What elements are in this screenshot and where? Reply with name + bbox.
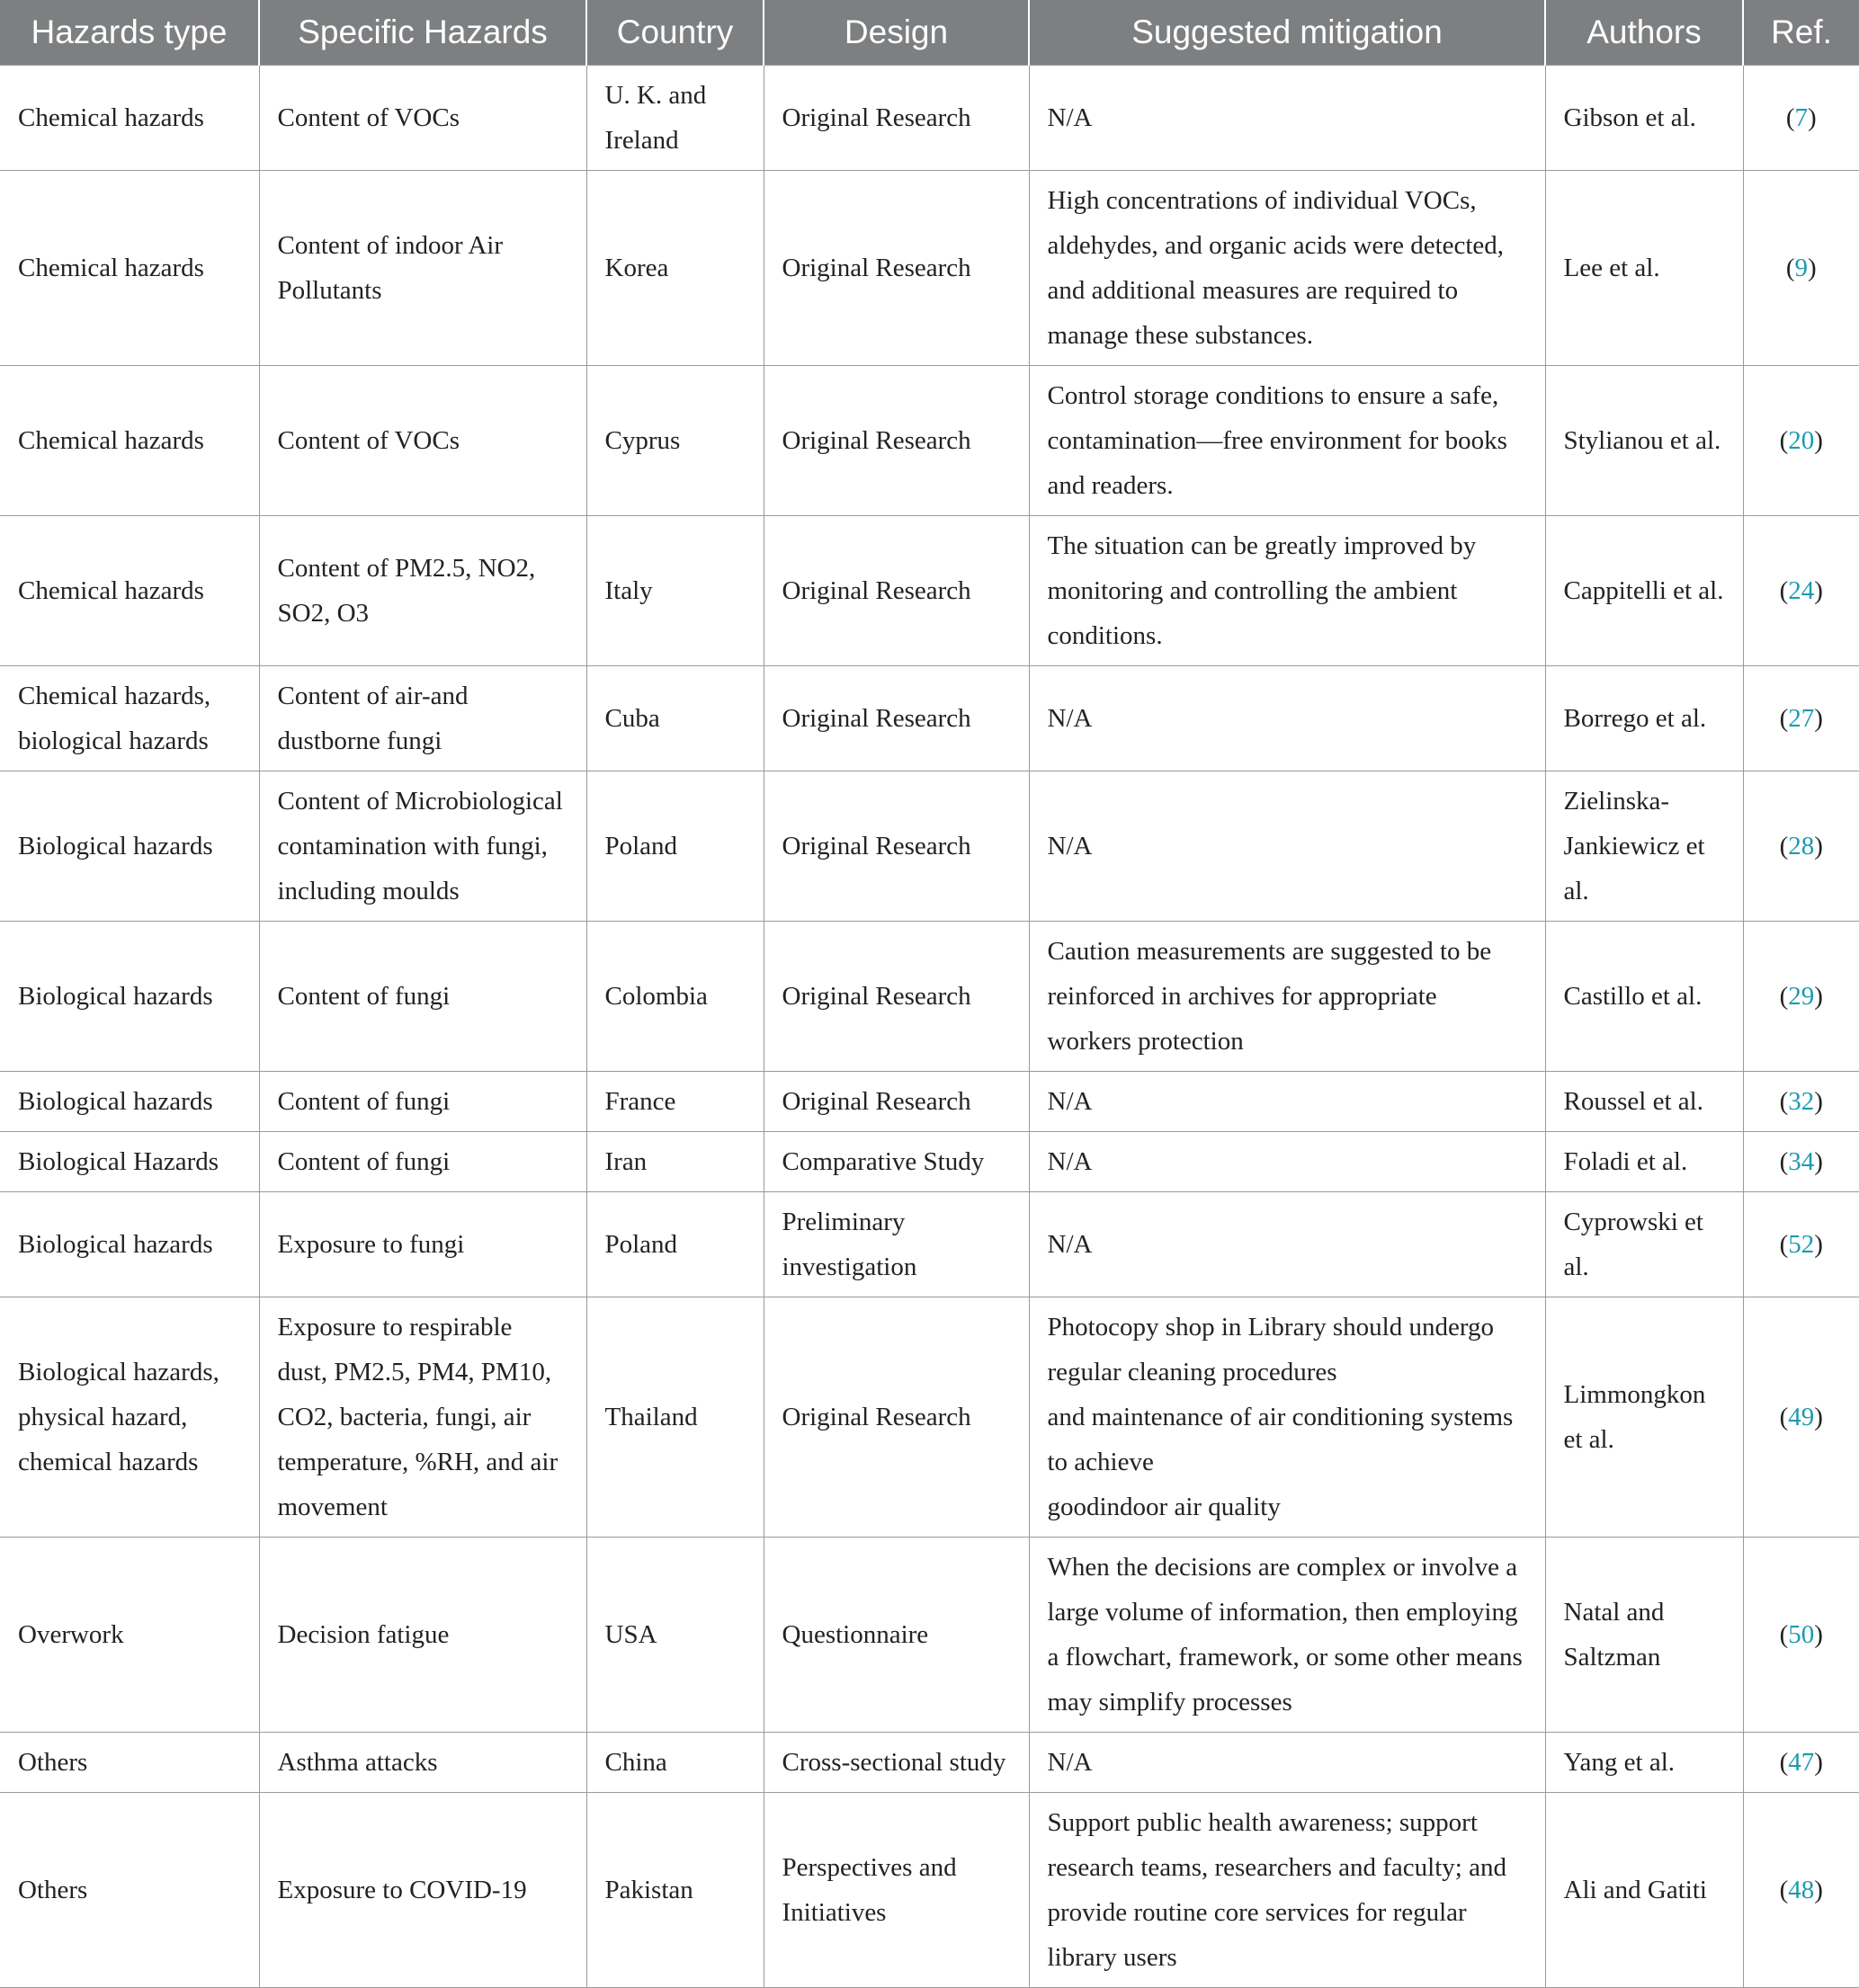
cell-suggested-mitigation: Control storage conditions to ensure a safe, contamination—free environment for books and readers. bbox=[1029, 366, 1545, 516]
cell-ref: (27) bbox=[1743, 666, 1859, 771]
reference-link[interactable]: 49 bbox=[1788, 1403, 1815, 1431]
cell-suggested-mitigation: When the decisions are complex or involve a large volume of information, then employing a flowchart, framework, or some other means may simplify processes bbox=[1029, 1538, 1545, 1733]
cell-specific-hazards: Exposure to fungi bbox=[259, 1192, 586, 1297]
cell-country: Cyprus bbox=[586, 366, 764, 516]
cell-hazards-type: Chemical hazards bbox=[0, 516, 259, 666]
cell-specific-hazards: Content of fungi bbox=[259, 1072, 586, 1132]
cell-design: Original Research bbox=[764, 1297, 1029, 1538]
cell-country: Korea bbox=[586, 171, 764, 366]
cell-design: Original Research bbox=[764, 516, 1029, 666]
cell-authors: Ali and Gatiti bbox=[1545, 1793, 1743, 1988]
table-row bbox=[0, 1132, 1859, 1192]
table-row bbox=[0, 66, 1859, 171]
table-row bbox=[0, 1192, 1859, 1297]
cell-ref: (34) bbox=[1743, 1132, 1859, 1192]
cell-specific-hazards: Asthma attacks bbox=[259, 1733, 586, 1793]
cell-ref: (49) bbox=[1743, 1297, 1859, 1538]
cell-suggested-mitigation: High concentrations of individual VOCs, aldehydes, and organic acids were detected, and additional measures are required to manage these substances. bbox=[1029, 171, 1545, 366]
reference-link[interactable]: 28 bbox=[1788, 832, 1815, 860]
cell-specific-hazards: Content of indoor Air Pollutants bbox=[259, 171, 586, 366]
header-ref: Ref. bbox=[1743, 0, 1859, 66]
cell-specific-hazards: Content of VOCs bbox=[259, 366, 586, 516]
cell-hazards-type: Others bbox=[0, 1733, 259, 1793]
cell-suggested-mitigation: N/A bbox=[1029, 1192, 1545, 1297]
table-row bbox=[0, 1538, 1859, 1733]
cell-hazards-type: Chemical hazards bbox=[0, 171, 259, 366]
cell-hazards-type: Biological hazards bbox=[0, 1192, 259, 1297]
cell-ref: (47) bbox=[1743, 1733, 1859, 1793]
cell-design: Original Research bbox=[764, 171, 1029, 366]
cell-hazards-type: Biological hazards bbox=[0, 922, 259, 1072]
cell-country: France bbox=[586, 1072, 764, 1132]
cell-authors: Natal and Saltzman bbox=[1545, 1538, 1743, 1733]
cell-ref: (50) bbox=[1743, 1538, 1859, 1733]
cell-ref: (9) bbox=[1743, 171, 1859, 366]
cell-authors: Zielinska-Jankiewicz et al. bbox=[1545, 771, 1743, 922]
cell-specific-hazards: Content of Microbiological contamination with fungi, including moulds bbox=[259, 771, 586, 922]
table-row bbox=[0, 1072, 1859, 1132]
cell-suggested-mitigation: N/A bbox=[1029, 66, 1545, 171]
header-country: Country bbox=[586, 0, 764, 66]
cell-authors: Cappitelli et al. bbox=[1545, 516, 1743, 666]
reference-link[interactable]: 20 bbox=[1788, 426, 1815, 455]
cell-suggested-mitigation: Support public health awareness; support research teams, researchers and faculty; and provide routine core services for regular library users bbox=[1029, 1793, 1545, 1988]
cell-country: Cuba bbox=[586, 666, 764, 771]
cell-authors: Borrego et al. bbox=[1545, 666, 1743, 771]
reference-link[interactable]: 7 bbox=[1794, 103, 1808, 132]
cell-specific-hazards: Exposure to COVID-19 bbox=[259, 1793, 586, 1988]
cell-authors: Lee et al. bbox=[1545, 171, 1743, 366]
cell-hazards-type: Chemical hazards bbox=[0, 66, 259, 171]
cell-authors: Limmongkon et al. bbox=[1545, 1297, 1743, 1538]
cell-specific-hazards: Content of fungi bbox=[259, 1132, 586, 1192]
cell-design: Original Research bbox=[764, 1072, 1029, 1132]
header-specific-hazards: Specific Hazards bbox=[259, 0, 586, 66]
cell-country: Poland bbox=[586, 771, 764, 922]
cell-hazards-type: Biological hazards bbox=[0, 771, 259, 922]
cell-design: Cross-sectional study bbox=[764, 1733, 1029, 1793]
cell-design: Questionnaire bbox=[764, 1538, 1029, 1733]
header-hazards-type: Hazards type bbox=[0, 0, 259, 66]
cell-hazards-type: Overwork bbox=[0, 1538, 259, 1733]
cell-hazards-type: Biological Hazards bbox=[0, 1132, 259, 1192]
reference-link[interactable]: 32 bbox=[1788, 1087, 1815, 1116]
table-row bbox=[0, 1793, 1859, 1988]
reference-link[interactable]: 47 bbox=[1788, 1748, 1815, 1777]
cell-ref: (24) bbox=[1743, 516, 1859, 666]
cell-ref: (32) bbox=[1743, 1072, 1859, 1132]
cell-authors: Roussel et al. bbox=[1545, 1072, 1743, 1132]
cell-design: Preliminary investigation bbox=[764, 1192, 1029, 1297]
cell-suggested-mitigation: N/A bbox=[1029, 771, 1545, 922]
cell-country: China bbox=[586, 1733, 764, 1793]
cell-hazards-type: Biological hazards bbox=[0, 1072, 259, 1132]
table-row bbox=[0, 922, 1859, 1072]
cell-specific-hazards: Decision fatigue bbox=[259, 1538, 586, 1733]
cell-design: Original Research bbox=[764, 771, 1029, 922]
table-row bbox=[0, 516, 1859, 666]
table-row bbox=[0, 1733, 1859, 1793]
table-body bbox=[0, 66, 1859, 1988]
cell-authors: Cyprowski et al. bbox=[1545, 1192, 1743, 1297]
cell-design: Perspectives and Initiatives bbox=[764, 1793, 1029, 1988]
cell-ref: (52) bbox=[1743, 1192, 1859, 1297]
cell-design: Original Research bbox=[764, 366, 1029, 516]
cell-country: Poland bbox=[586, 1192, 764, 1297]
header-suggested-mitigation: Suggested mitigation bbox=[1029, 0, 1545, 66]
cell-ref: (20) bbox=[1743, 366, 1859, 516]
cell-suggested-mitigation: N/A bbox=[1029, 1072, 1545, 1132]
reference-link[interactable]: 50 bbox=[1788, 1620, 1815, 1649]
cell-specific-hazards: Content of air-and dustborne fungi bbox=[259, 666, 586, 771]
cell-country: Iran bbox=[586, 1132, 764, 1192]
table-row bbox=[0, 366, 1859, 516]
cell-ref: (7) bbox=[1743, 66, 1859, 171]
cell-authors: Foladi et al. bbox=[1545, 1132, 1743, 1192]
cell-authors: Yang et al. bbox=[1545, 1733, 1743, 1793]
cell-hazards-type: Chemical hazards, biological hazards bbox=[0, 666, 259, 771]
cell-specific-hazards: Content of PM2.5, NO2, SO2, O3 bbox=[259, 516, 586, 666]
cell-suggested-mitigation: N/A bbox=[1029, 1132, 1545, 1192]
table-row bbox=[0, 171, 1859, 366]
cell-suggested-mitigation: The situation can be greatly improved by monitoring and controlling the ambient conditions. bbox=[1029, 516, 1545, 666]
cell-design: Comparative Study bbox=[764, 1132, 1029, 1192]
cell-country: Italy bbox=[586, 516, 764, 666]
cell-hazards-type: Chemical hazards bbox=[0, 366, 259, 516]
cell-country: Pakistan bbox=[586, 1793, 764, 1988]
cell-hazards-type: Others bbox=[0, 1793, 259, 1988]
cell-ref: (48) bbox=[1743, 1793, 1859, 1988]
table-row bbox=[0, 1297, 1859, 1538]
cell-suggested-mitigation: Caution measurements are suggested to be reinforced in archives for appropriate workers protection bbox=[1029, 922, 1545, 1072]
cell-suggested-mitigation: N/A bbox=[1029, 666, 1545, 771]
header-authors: Authors bbox=[1545, 0, 1743, 66]
cell-suggested-mitigation: N/A bbox=[1029, 1733, 1545, 1793]
header-design: Design bbox=[764, 0, 1029, 66]
cell-specific-hazards: Content of fungi bbox=[259, 922, 586, 1072]
cell-country: Colombia bbox=[586, 922, 764, 1072]
cell-design: Original Research bbox=[764, 922, 1029, 1072]
cell-suggested-mitigation: Photocopy shop in Library should undergo regular cleaning procedures and maintenance of air conditioning systems to achieve goodindoor air quality bbox=[1029, 1297, 1545, 1538]
cell-country: Thailand bbox=[586, 1297, 764, 1538]
cell-specific-hazards: Exposure to respirable dust, PM2.5, PM4, PM10, CO2, bacteria, fungi, air temperature, %RH, and air movement bbox=[259, 1297, 586, 1538]
cell-ref: (29) bbox=[1743, 922, 1859, 1072]
reference-link[interactable]: 29 bbox=[1788, 982, 1815, 1011]
reference-link[interactable]: 27 bbox=[1788, 704, 1815, 733]
table-row bbox=[0, 666, 1859, 771]
cell-country: USA bbox=[586, 1538, 764, 1733]
header-row bbox=[0, 0, 1859, 66]
reference-link[interactable]: 34 bbox=[1788, 1147, 1815, 1176]
cell-authors: Castillo et al. bbox=[1545, 922, 1743, 1072]
cell-design: Original Research bbox=[764, 66, 1029, 171]
reference-link[interactable]: 52 bbox=[1788, 1230, 1815, 1259]
cell-authors: Stylianou et al. bbox=[1545, 366, 1743, 516]
cell-ref: (28) bbox=[1743, 771, 1859, 922]
cell-design: Original Research bbox=[764, 666, 1029, 771]
reference-link[interactable]: 24 bbox=[1788, 576, 1815, 605]
cell-authors: Gibson et al. bbox=[1545, 66, 1743, 171]
reference-link[interactable]: 48 bbox=[1788, 1876, 1815, 1904]
cell-hazards-type: Biological hazards, physical hazard, chemical hazards bbox=[0, 1297, 259, 1538]
reference-link[interactable]: 9 bbox=[1794, 254, 1808, 282]
table-row bbox=[0, 771, 1859, 922]
cell-specific-hazards: Content of VOCs bbox=[259, 66, 586, 171]
cell-country: U. K. and Ireland bbox=[586, 66, 764, 171]
